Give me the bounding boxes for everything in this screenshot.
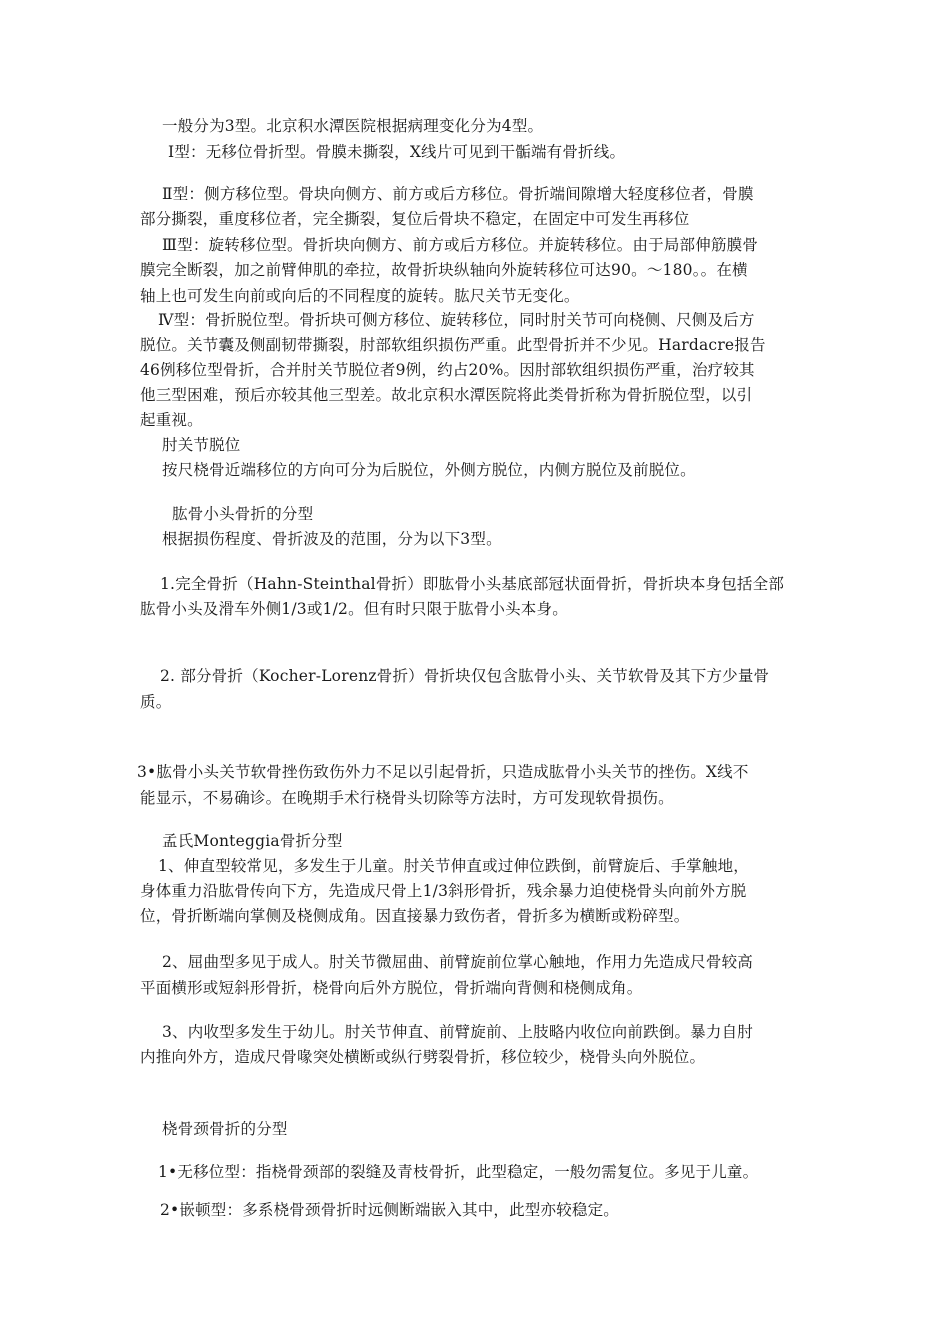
text-line: 脱位。关节囊及侧副韧带撕裂，肘部软组织损伤严重。此型骨折并不少见。Hardacre报告	[140, 336, 766, 354]
text-line: 膜完全断裂，加之前臂伸肌的牵拉，故骨折块纵轴向外旋转移位可达90。〜180。。在横	[140, 261, 748, 279]
text-line: 肱骨小头及滑车外侧1/3或1/2。但有时只限于肱骨小头本身。	[140, 600, 568, 618]
text-line: 2•嵌顿型：多系桡骨颈骨折时远侧断端嵌入其中，此型亦较稳定。	[160, 1201, 620, 1219]
text-line: 平面横形或短斜形骨折，桡骨向后外方脱位，骨折端向背侧和桡侧成角。	[140, 979, 643, 997]
text-line: 1、伸直型较常见，多发生于儿童。肘关节伸直或过伸位跌倒，前臂旋后、手掌触地，	[158, 857, 749, 875]
text-line: Ⅱ型：侧方移位型。骨块向侧方、前方或后方移位。骨折端间隙增大轻度移位者，骨膜	[162, 185, 754, 203]
text-line: 部分撕裂，重度移位者，完全撕裂，复位后骨块不稳定，在固定中可发生再移位	[140, 210, 690, 228]
text-line: 2. 部分骨折（Kocher-Lorenz骨折）骨折块仅包含肱骨小头、关节软骨及其下方少量骨	[160, 667, 770, 685]
text-line: 一般分为3型。北京积水潭医院根据病理变化分为4型。	[162, 117, 544, 135]
text-line: 质。	[140, 693, 172, 711]
section-heading: 肘关节脱位	[162, 436, 241, 454]
text-line: Ⅳ型：骨折脱位型。骨折块可侧方移位、旋转移位，同时肘关节可向桡侧、尺侧及后方	[158, 311, 755, 329]
text-line: 身体重力沿肱骨传向下方，先造成尺骨上1/3斜形骨折，残余暴力迫使桡骨头向前外方脱	[140, 882, 747, 900]
section-heading: 肱骨小头骨折的分型	[172, 505, 314, 523]
section-heading: 桡骨颈骨折的分型	[162, 1120, 288, 1138]
text-line: 根据损伤程度、骨折波及的范围，分为以下3型。	[162, 530, 502, 548]
text-line: 3•肱骨小头关节软骨挫伤致伤外力不足以引起骨折，只造成肱骨小头关节的挫伤。X线不	[137, 763, 749, 781]
text-line: 3、内收型多发生于幼儿。肘关节伸直、前臂旋前、上肢略内收位向前跌倒。暴力自肘	[162, 1023, 753, 1041]
text-line: 按尺桡骨近端移位的方向可分为后脱位，外侧方脱位，内侧方脱位及前脱位。	[162, 461, 696, 479]
text-line: 46例移位型骨折，合并肘关节脱位者9例，约占20%。因肘部软组织损伤严重，治疗较其	[140, 361, 755, 379]
text-line: 轴上也可发生向前或向后的不同程度的旋转。肱尺关节无变化。	[140, 287, 580, 305]
text-line: 内推向外方，造成尺骨喙突处横断或纵行劈裂骨折，移位较少，桡骨头向外脱位。	[140, 1048, 706, 1066]
text-line: 2、屈曲型多见于成人。肘关节微屈曲、前臂旋前位掌心触地，作用力先造成尺骨较高	[162, 953, 753, 971]
text-line: 能显示，不易确诊。在晚期手术行桡骨头切除等方法时，方可发现软骨损伤。	[140, 789, 674, 807]
text-line: 起重视。	[140, 411, 203, 429]
text-line: Ⅰ型：无移位骨折型。骨膜未撕裂，X线片可见到干骺端有骨折线。	[168, 143, 626, 161]
text-line: 1•无移位型：指桡骨颈部的裂缝及青枝骨折，此型稳定，一般勿需复位。多见于儿童。	[158, 1163, 759, 1181]
text-line: 他三型困难，预后亦较其他三型差。故北京积水潭医院将此类骨折称为骨折脱位型，以引	[140, 386, 753, 404]
text-line: 位，骨折断端向掌侧及桡侧成角。因直接暴力致伤者，骨折多为横断或粉碎型。	[140, 907, 690, 925]
text-line: Ⅲ型：旋转移位型。骨折块向侧方、前方或后方移位。并旋转移位。由于局部伸筋膜骨	[162, 236, 759, 254]
text-line: 1.完全骨折（Hahn-Steinthal骨折）即肱骨小头基底部冠状面骨折，骨折块本身包括全部	[160, 575, 785, 593]
section-heading: 孟氏Monteggia骨折分型	[162, 832, 343, 850]
